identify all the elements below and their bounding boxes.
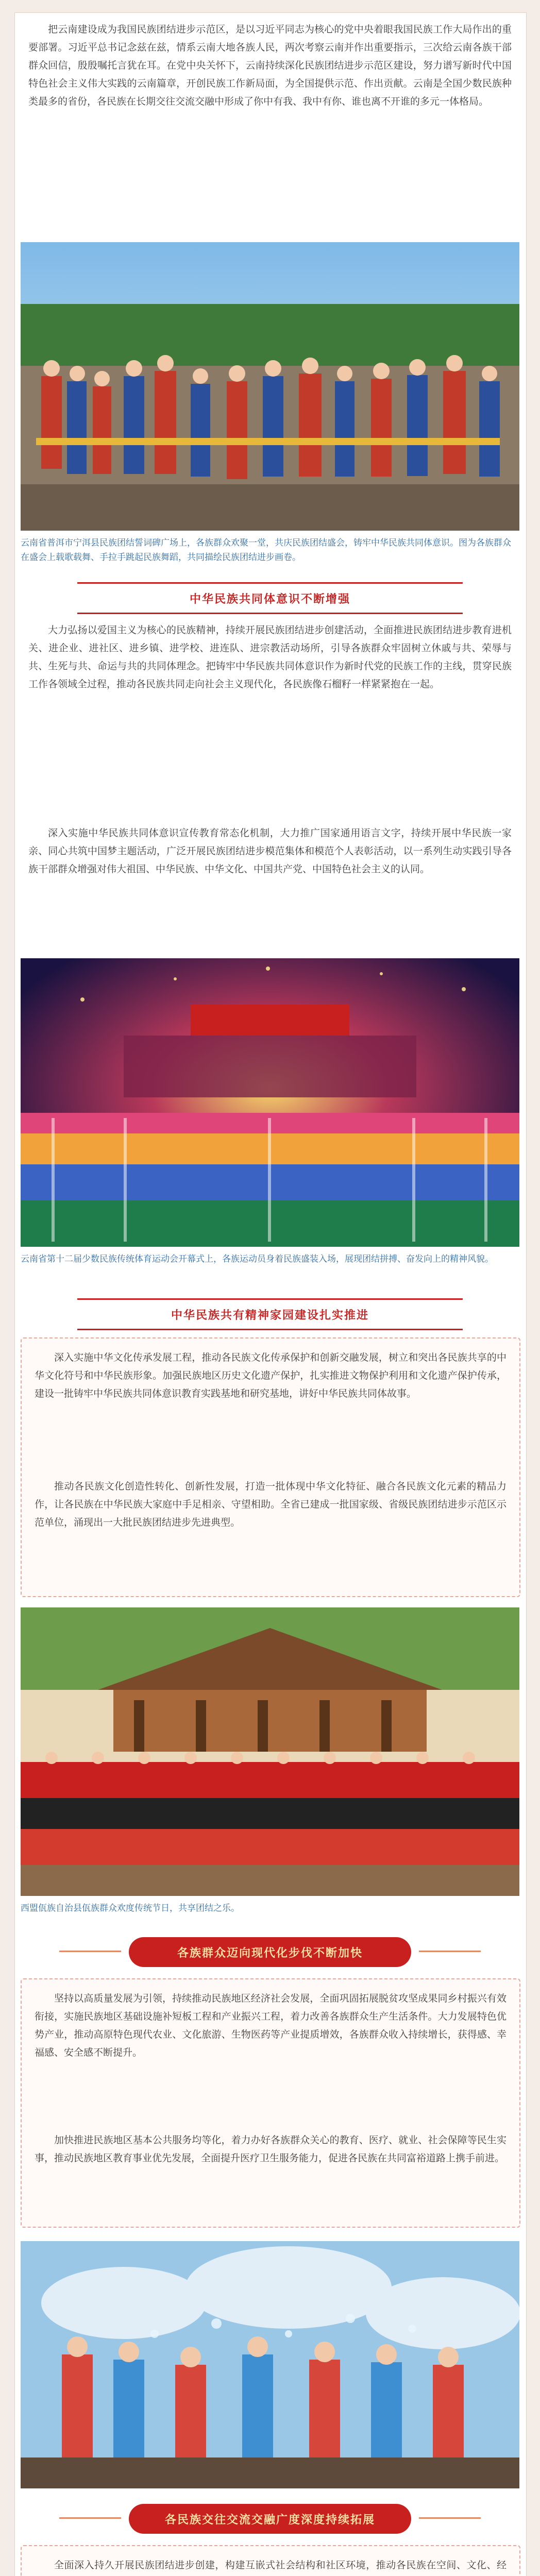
village-photo (21, 1607, 519, 1896)
section-4-box (21, 2545, 520, 2576)
water-festival-photo (21, 2241, 519, 2488)
section-3-box (21, 1978, 520, 2228)
section-heading-4-text: 各民族交往交流交融广度深度持续拓展 (164, 2513, 375, 2527)
section-heading-3-text: 各族群众迈向现代化步伐不断加快 (177, 1946, 363, 1960)
festival-photo-caption: 云南省普洱市宁洱县民族团结誓词碑广场上，各族群众欢聚一堂，共庆民族团结盛会，铸牢中华民族共同体意识。图为各族群众在盛会上载歌载舞、手拉手跳起民族舞蹈，共同描绘民族团结进步画卷。 (21, 538, 511, 563)
ceremony-photo-caption: 云南省第十二届少数民族传统体育运动会开幕式上，各族运动员身着民族盛装入场，展现团结拼搏、奋发向上的精神风貌。 (21, 1254, 494, 1264)
section-4-paragraph-1: 全面深入持久开展民族团结进步创建，构建互嵌式社会结构和社区环境，推动各民族在空间、文化、经 (54, 2560, 507, 2571)
village-photo-caption: 西盟佤族自治县佤族群众欢度传统节日，共享团结之乐。 (21, 1903, 240, 1913)
section-heading-4 (129, 2504, 411, 2534)
intro-paragraph: 把云南建设成为我国民族团结进步示范区，是以习近平同志为核心的党中央着眼我国民族工作大局作出的重要部署。习近平总书记念兹在兹，情系云南大地各族人民，两次考察云南并作出重要指示，三次给云南各族干部群众回信，殷殷嘱托言犹在耳。在党中央关怀下，云南持续深化民族团结进步示范区建设，努力谱写新时代中国特色社会主义伟大实践的云南篇章，开创民族工作新局面，为全国提供示范、作出贡献。云南是全国少数民族种类最多的省份，各民族在长期交往交流交融中形成了你中有我、我中有你、谁也离不开谁的多元一体格局。 (28, 24, 512, 107)
section-2-box (21, 1337, 520, 1597)
section-3-paragraph-1: 坚持以高质量发展为引领，持续推动民族地区经济社会发展，全面巩固拓展脱贫攻坚成果同乡村振兴有效衔接，实施民族地区基础设施补短板工程和产业振兴工程，着力改善各族群众生产生活条件。大力发展特色优势产业，推动高原特色现代农业、文化旅游、生物医药等产业提质增效，各族群众收入持续增长，获得感、幸福感、安全感不断提升。 (35, 1993, 507, 2058)
section-1-paragraph-2: 深入实施中华民族共同体意识宣传教育常态化机制，大力推广国家通用语言文字，持续开展中华民族一家亲、同心共筑中国梦主题活动，广泛开展民族团结进步模范集体和模范个人表彰活动，以一系列生动实践引导各族干部群众增强对伟大祖国、中华民族、中华文化、中国共产党、中国特色社会主义的认同。 (28, 827, 512, 875)
section-heading-2 (77, 1298, 463, 1330)
section-3-paragraph-2: 加快推进民族地区基本公共服务均等化，着力办好各族群众关心的教育、医疗、就业、社会保障等民生实事，推动民族地区教育事业优先发展，全面提升医疗卫生服务能力，促进各民族在共同富裕道路上携手前进。 (35, 2134, 507, 2164)
section-2-paragraph-2: 推动各民族文化创造性转化、创新性发展，打造一批体现中华文化特征、融合各民族文化元素的精品力作，让各民族在中华民族大家庭中手足相亲、守望相助。全省已建成一批国家级、省级民族团结进步示范区示范单位，涌现出一大批民族团结进步先进典型。 (35, 1481, 507, 1528)
section-heading-1-text: 中华民族共同体意识不断增强 (189, 592, 350, 606)
section-1-paragraph-1: 大力弘扬以爱国主义为核心的民族精神，持续开展民族团结进步创建活动，全面推进民族团结进步教育进机关、进企业、进社区、进乡镇、进学校、进连队、进宗教活动场所，引导各族群众牢固树立休戚与共、荣辱与共、生死与共、命运与共的共同体理念。把铸牢中华民族共同体意识作为新时代党的民族工作的主线，贯穿民族工作各领域全过程，推动各民族共同走向社会主义现代化，各民族像石榴籽一样紧紧抱在一起。 (28, 624, 512, 690)
section-heading-3 (129, 1937, 411, 1967)
ceremony-photo (21, 958, 519, 1247)
section-2-paragraph-1: 深入实施中华文化传承发展工程，推动各民族文化传承保护和创新交融发展，树立和突出各民族共享的中华文化符号和中华民族形象。加强民族地区历史文化遗产保护，扎实推进文物保护利用和文化遗产保护传承，建设一批铸牢中华民族共同体意识教育实践基地和研究基地，讲好中华民族共同体故事。 (35, 1352, 507, 1399)
section-heading-1 (77, 582, 463, 614)
festival-photo (21, 242, 519, 531)
section-heading-2-text: 中华民族共有精神家园建设扎实推进 (171, 1309, 369, 1322)
